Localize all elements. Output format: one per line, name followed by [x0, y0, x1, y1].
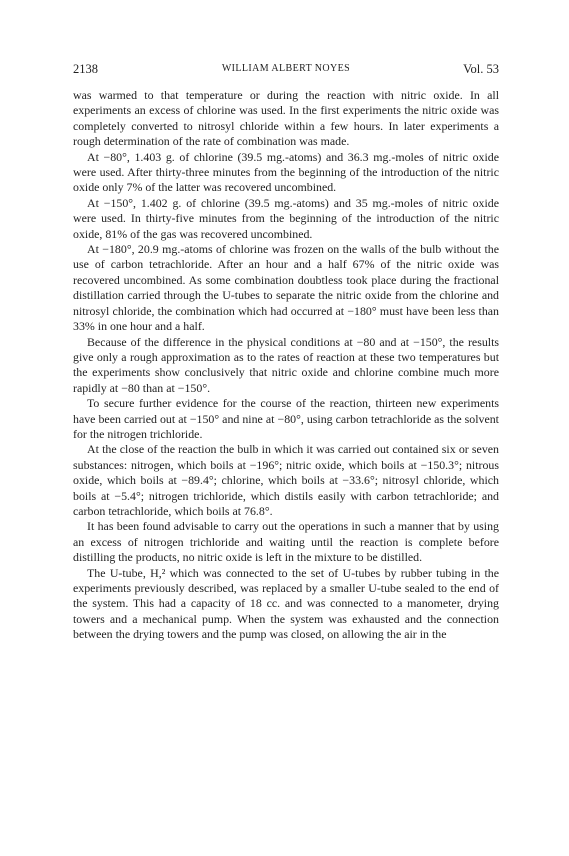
paragraph: At the close of the reaction the bulb in which it was carried out contained six or seven substances: nitrogen, which boils at −196°; nitric oxide, which boils at −150.3°; nitrous oxide, which boils at −89.4°; chlorine, which boils at −33.6°; nitrosyl chloride, which boils at −5.4°; nitrogen trichloride, which distils easily with carbon tetrachloride; and carbon tetrachloride, which boils at 76.8°.	[73, 442, 499, 518]
running-header	[73, 60, 499, 78]
paragraph: It has been found advisable to carry out the operations in such a manner that by using an excess of nitrogen trichloride and waiting until the reaction is complete before distilling the products, no nitric oxide is left in the mixture to be distilled.	[73, 519, 499, 565]
paragraph: At −80°, 1.403 g. of chlorine (39.5 mg.-atoms) and 36.3 mg.-moles of nitric oxide were used. After thirty-three minutes from the beginning of the introduction of the nitric oxide only 7% of the latter was recovered uncombined.	[73, 149, 499, 195]
paragraph: At −180°, 20.9 mg.-atoms of chlorine was frozen on the walls of the bulb without the use of carbon tetrachloride. After an hour and a half 67% of the nitric oxide was recovered uncombined. As some combination doubtless took place during the fractional distillation carried through the U-tubes to separate the nitric oxide from the chlorine and nitrosyl chloride, the combination which had occurred at −180° must have been less than 33% in one hour and a half.	[73, 242, 499, 334]
page-number: 2138	[73, 62, 98, 76]
paragraph: To secure further evidence for the course of the reaction, thirteen new experiments have been carried out at −150° and nine at −80°, using carbon tetrachloride as the solvent for the nitrogen trichloride.	[73, 396, 499, 441]
paragraph: Because of the difference in the physical conditions at −80 and at −150°, the results give only a rough approximation as to the rates of reaction at these two temperatures but the experiments show conclusively that nitric oxide and chlorine combine much more rapidly at −80 than at −150°.	[73, 334, 499, 395]
page-body	[73, 88, 499, 643]
paragraph: The U-tube, H,² which was connected to the set of U-tubes by rubber tubing in the experiments previously described, was replaced by a smaller U-tube sealed to the end of the system. This had a capacity of 18 cc. and was connected to a manometer, drying towers and a mechanical pump. When the system was exhausted and the connection between the drying towers and the pump was closed, on allowing the air in the	[73, 565, 499, 642]
paragraph: At −150°, 1.402 g. of chlorine (39.5 mg.-atoms) and 35 mg.-moles of nitric oxide were used. In thirty-five minutes from the beginning of the introduction of the nitric oxide, 81% of the gas was recovered uncombined.	[73, 195, 499, 241]
running-title: WILLIAM ALBERT NOYES	[221, 63, 351, 74]
paragraph: was warmed to that temperature or during the reaction with nitric oxide. In all experiments an excess of chlorine was used. In the first experiments the nitric oxide was completely converted to nitrosyl chloride within a few hours. In later experiments a rough determination of the rate of combination was made.	[73, 88, 499, 149]
volume-number: Vol. 53	[463, 62, 499, 76]
